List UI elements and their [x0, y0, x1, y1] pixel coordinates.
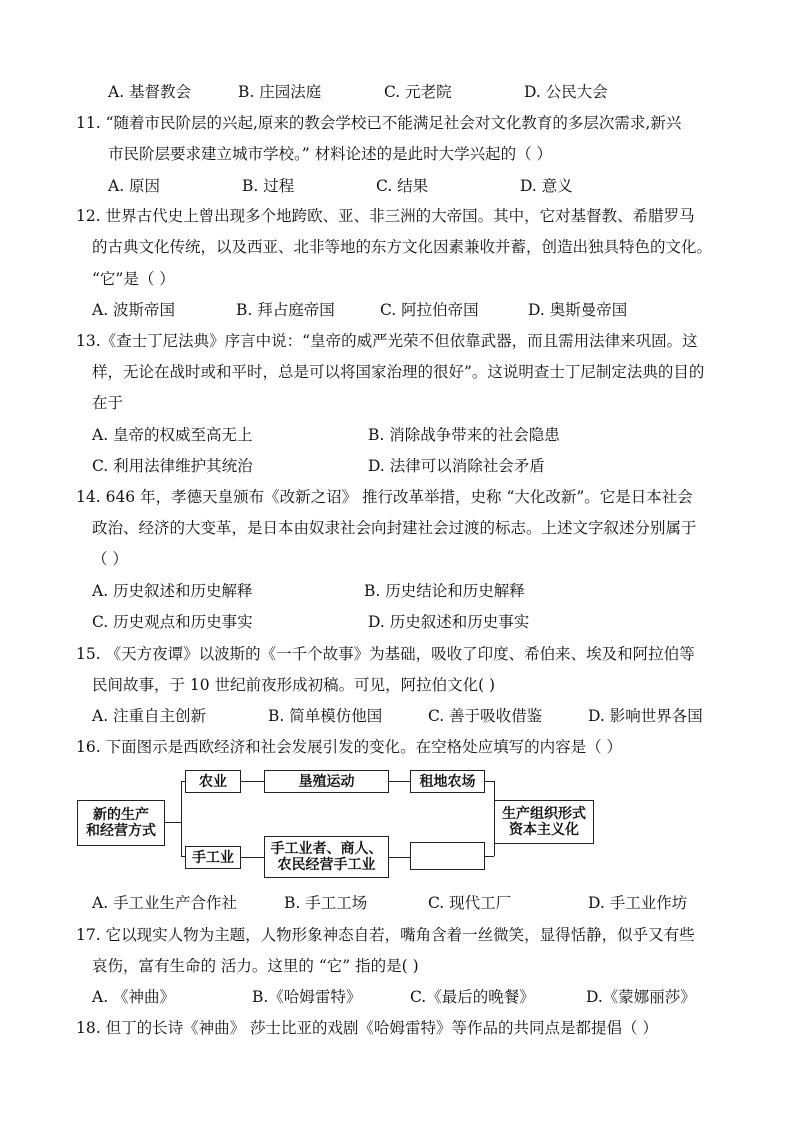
q14-stem-line-2: 政治、经济的大变革，是日本由奴隶社会向封建社会过渡的标志。上述文字叙述分别属于 — [92, 519, 697, 537]
q10-option-d: D. 公民大会 — [524, 83, 608, 101]
q13-option-c: C. 利用法律维护其统治 — [92, 457, 253, 475]
q10-option-b: B. 庄园法庭 — [238, 83, 322, 101]
diagram-connector — [485, 781, 494, 782]
q17-stem-line-2: 哀伤，富有生命的 活力。这里的 “它” 指的是( ) — [92, 957, 419, 975]
diagram-box-handicraft-operators: 手工业者、商人、 农民经营手工业 — [264, 836, 389, 878]
diagram-box-handicraft: 手工业 — [185, 846, 241, 869]
q11-stem-line-2: 市民阶层要求建立城市学校。” 材料论述的是此时大学兴起的（ ） — [108, 145, 553, 163]
q14-option-c: C. 历史观点和历史事实 — [92, 613, 253, 631]
q15-option-c: C. 善于吸收借鉴 — [428, 707, 543, 725]
q15-stem-line-2: 民间故事，于 10 世纪前夜形成初稿。可见，阿拉伯文化( ) — [92, 676, 496, 694]
q16-option-b: B. 手工工场 — [284, 894, 368, 912]
diagram-box-blank — [410, 842, 485, 870]
q13-option-b: B. 消除战争带来的社会隐患 — [368, 426, 560, 444]
q13-stem-line-1: 13.《查士丁尼法典》序言中说：“皇帝的威严光荣不但依靠武器，而且需用法律来巩固。这 — [76, 332, 698, 350]
q11-option-a: A. 原因 — [108, 177, 161, 195]
q14-stem-line-3: （ ） — [92, 550, 128, 568]
diagram-connector — [485, 856, 494, 857]
q12-stem-line-2: 的古典文化传统，以及西亚、北非等地的东方文化因素兼收并蓄，创造出独具特色的文化。 — [92, 238, 713, 256]
q10-option-a: A. 基督教会 — [108, 83, 192, 101]
q16-option-a: A. 手工业生产合作社 — [92, 894, 238, 912]
diagram-box-capitalist-organization: 生产组织形式 资本主义化 — [494, 800, 594, 844]
diagram-connector — [389, 857, 410, 858]
diagram-box-reclamation: 垦殖运动 — [264, 770, 389, 793]
q17-option-a: A. 《神曲》 — [92, 988, 176, 1006]
q16-stem: 16. 下面图示是西欧经济和社会发展引发的变化。在空格处应填写的内容是（ ） — [76, 738, 623, 756]
q11-option-d: D. 意义 — [520, 177, 573, 195]
diagram-box-new-production: 新的生产 和经营方式 — [77, 800, 165, 846]
q12-option-c: C. 阿拉伯帝国 — [380, 301, 479, 319]
q13-stem-line-3: 在于 — [92, 394, 124, 412]
q14-stem-line-1: 14. 646 年，孝德天皇颁布《改新之诏》 推行改革举措，史称 “大化改新”。它是日本社会 — [76, 488, 693, 506]
q12-option-b: B. 拜占庭帝国 — [236, 301, 335, 319]
q16-option-c: C. 现代工厂 — [428, 894, 512, 912]
q15-option-b: B. 简单模仿他国 — [268, 707, 383, 725]
q17-option-c: C.《最后的晚餐》 — [410, 988, 535, 1006]
q11-option-c: C. 结果 — [376, 177, 429, 195]
diagram-connector — [241, 857, 264, 858]
q13-option-a: A. 皇帝的权威至高无上 — [92, 426, 253, 444]
q12-stem-line-3: “它”是（ ） — [92, 270, 175, 288]
q15-option-a: A. 注重自主创新 — [92, 707, 207, 725]
diagram-box-agriculture: 农业 — [185, 770, 241, 793]
q12-stem-line-1: 12. 世界古代史上曾出现多个地跨欧、亚、非三洲的大帝国。其中，它对基督教、希腊罗马 — [76, 207, 695, 225]
q15-option-d: D. 影响世界各国 — [588, 707, 703, 725]
q15-stem-line-1: 15. 《天方夜谭》以波斯的《一千个故事》为基础，吸收了印度、希伯来、埃及和阿拉伯等 — [76, 645, 695, 663]
q17-stem-line-1: 17. 它以现实人物为主题，人物形象神态自若，嘴角含着一丝微笑，显得恬静，似乎又有些 — [76, 926, 695, 944]
q12-option-a: A. 波斯帝国 — [92, 301, 176, 319]
q17-option-b: B.《哈姆雷特》 — [252, 988, 362, 1006]
q16-option-d: D. 手工业作坊 — [588, 894, 688, 912]
diagram-connector — [165, 822, 181, 823]
q14-option-a: A. 历史叙述和历史解释 — [92, 582, 253, 600]
q13-stem-line-2: 样，无论在战时或和平时，总是可以将国家治理的很好”。这说明查士丁尼制定法典的目的 — [92, 363, 705, 381]
q13-option-d: D. 法律可以消除社会矛盾 — [368, 457, 545, 475]
q11-option-b: B. 过程 — [242, 177, 295, 195]
diagram-connector — [181, 781, 182, 856]
diagram-box-tenant-farm: 租地农场 — [410, 770, 485, 793]
q17-option-d: D.《蒙娜丽莎》 — [586, 988, 696, 1006]
q14-option-b: B. 历史结论和历史解释 — [364, 582, 525, 600]
q14-option-d: D. 历史叙述和历史事实 — [368, 613, 530, 631]
diagram-connector — [389, 781, 410, 782]
diagram-connector — [241, 781, 264, 782]
q10-option-c: C. 元老院 — [384, 83, 452, 101]
q11-stem-line-1: 11. “随着市民阶层的兴起,原来的教会学校已不能满足社会对文化教育的多层次需求,新兴 — [76, 114, 682, 132]
q18-stem: 18. 但丁的长诗《神曲》 莎士比亚的戏剧《哈姆雷特》等作品的共同点是都提倡（ ） — [76, 1019, 658, 1037]
q12-option-d: D. 奥斯曼帝国 — [528, 301, 628, 319]
